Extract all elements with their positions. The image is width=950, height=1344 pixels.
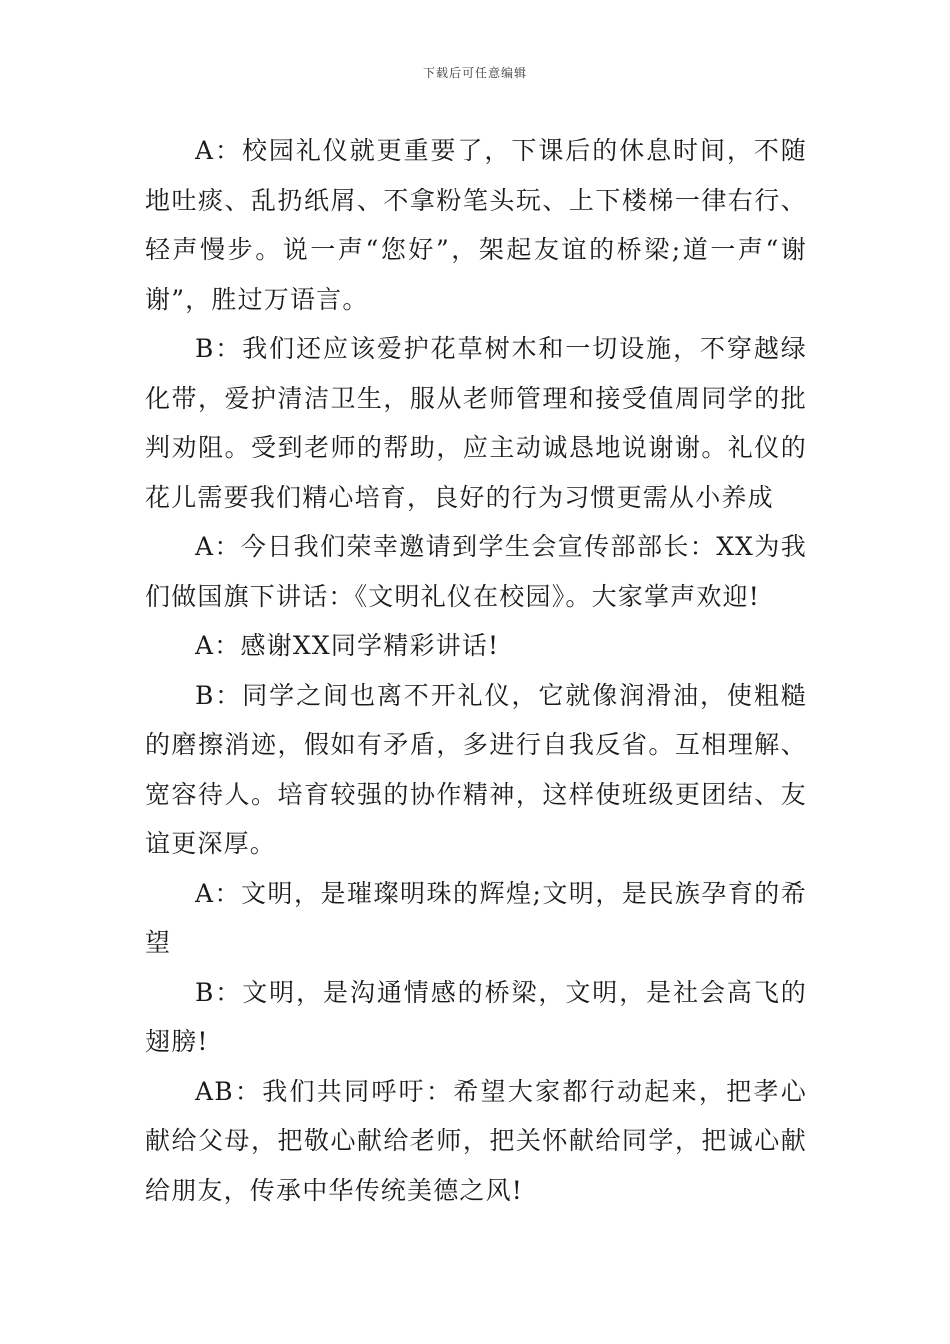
- paragraph: A：校园礼仪就更重要了，下课后的休息时间，不随地吐痰、乱扔纸屑、不拿粉笔头玩、上下楼梯一律右行、轻声慢步。说一声“您好”，架起友谊的桥梁;道一声“谢谢”，胜过万语言。: [145, 136, 807, 314]
- page-header: 下载后可任意编辑: [422, 66, 527, 80]
- paragraph: B：我们还应该爱护花草树木和一切设施，不穿越绿化带，爱护清洁卫生，服从老师管理和接受值周同学的批判劝阻。受到老师的帮助，应主动诚恳地说谢谢。礼仪的花儿需要我们精心培育，良好的行为习惯更需从小养成: [145, 334, 807, 512]
- document-body: [145, 126, 807, 1215]
- paragraph: A：文明，是璀璨明珠的辉煌;文明，是民族孕育的希望: [145, 878, 807, 957]
- paragraph: A：感谢XX同学精彩讲话!: [195, 631, 500, 660]
- paragraph: B：文明，是沟通情感的桥梁，文明，是社会高飞的翅膀!: [145, 977, 807, 1056]
- paragraph: A：今日我们荣幸邀请到学生会宣传部部长：XX为我们做国旗下讲话：《文明礼仪在校园》。大家掌声欢迎!: [145, 532, 807, 611]
- paragraph: B：同学之间也离不开礼仪，它就像润滑油，使粗糙的磨擦消迹，假如有矛盾，多进行自我反省。互相理解、宽容待人。培育较强的协作精神，这样使班级更团结、友谊更深厚。: [145, 680, 807, 858]
- paragraph: AB：我们共同呼吁：希望大家都行动起来，把孝心献给父母，把敬心献给老师，把关怀献给同学，把诚心献给朋友，传承中华传统美德之风!: [145, 1076, 807, 1205]
